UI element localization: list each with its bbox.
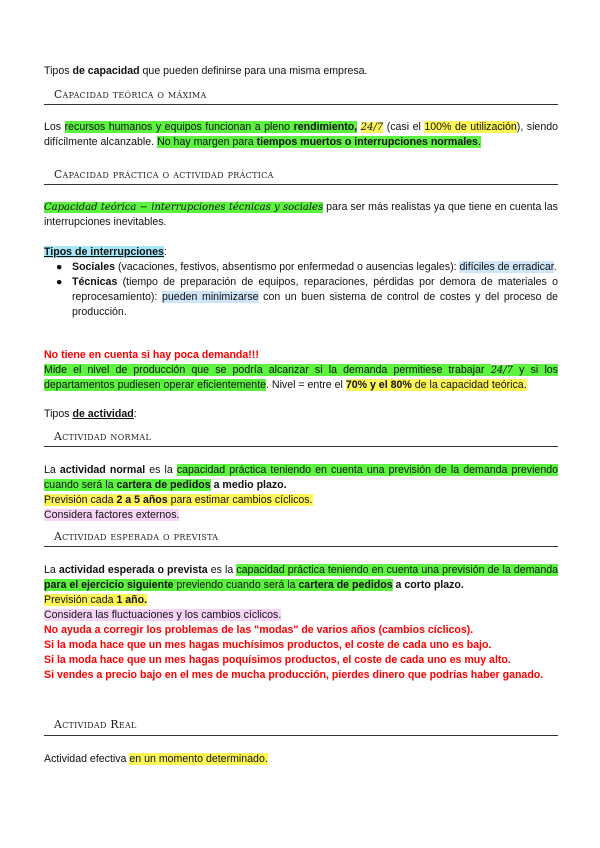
demanda-block (44, 348, 558, 393)
section-rule (44, 446, 558, 447)
formula: Capacidad teórica − interrupciones técnicas y sociales (44, 202, 324, 213)
normal-factores: Considera factores externos. (44, 509, 180, 521)
teorica-paragraph: Los recursos humanos y equipos funcionan a pleno rendimiento, 24/7 (casi el 100% de utilización), siendo difícilmente alcanzable. No hay margen para tiempos muertos o interrupciones normales. (44, 121, 559, 148)
practica-paragraph: Capacidad teórica − interrupciones técnicas y sociales para ser más realistas ya que tiene en cuenta las interrupciones inevitables. (44, 201, 558, 228)
bullet-icon: ● (56, 261, 63, 273)
bullet-icon: ● (56, 276, 63, 288)
section-heading-practica: Capacidad práctica o actividad práctica (54, 168, 274, 181)
real-paragraph: Actividad efectiva en un momento determinado. (44, 753, 268, 765)
demanda-warning: No tiene en cuenta si hay poca demanda!!! (44, 349, 259, 361)
normal-block (44, 463, 558, 523)
list-item-tecnicas: ● Técnicas (tiempo de preparación de equipos, reparaciones, pérdidas por demora de materiales o reprocesamiento): pueden minimizarse con un buen sistema de control de costes y del proceso de producción. (56, 276, 558, 318)
section-heading-real: Actividad Real (54, 718, 137, 731)
demanda-paragraph: Mide el nivel de producción que se podría alcanzar si la demanda permitiese trabajar 24/7 y si los departamentos pudiesen operar eficientemente. Nivel = entre el 70% y el 80% de la capacidad teórica. (44, 364, 558, 391)
esperada-note: Si la moda hace que un mes hagas poquísimos productos, el coste de cada uno es muy alto. (44, 654, 511, 666)
section-heading-teorica: Capacidad teórica o máxima (54, 88, 207, 101)
normal-prevision: Previsión cada 2 a 5 años para estimar cambios cíclicos. (44, 494, 313, 506)
section-heading-normal: Actividad normal (54, 430, 152, 443)
section-rule (44, 184, 558, 185)
normal-paragraph: La actividad normal es la capacidad práctica teniendo en cuenta una previsión de la demanda previendo cuando será la cartera de pedidos a medio plazo. (44, 464, 559, 491)
esperada-fluctuaciones: Considera las fluctuaciones y los cambios cíclicos. (44, 609, 282, 621)
section-rule (44, 104, 558, 105)
section-rule (44, 735, 558, 736)
esperada-paragraph: La actividad esperada o prevista es la capacidad práctica teniendo en cuenta una previsión de la demanda para el ejercicio siguiente previendo cuando será la cartera de pedidos a corto plazo. (44, 564, 558, 591)
interrupciones-block (44, 245, 558, 320)
esperada-block (44, 563, 558, 683)
section-heading-esperada: Actividad esperada o prevista (54, 530, 219, 543)
section-rule (44, 546, 558, 547)
esperada-prevision: Previsión cada 1 año. (44, 594, 148, 606)
interrupciones-title: Tipos de interrupciones: (44, 246, 167, 258)
list-item-sociales: ● Sociales (vacaciones, festivos, absentismo por enfermedad o ausencias legales): difíciles de erradicar. (56, 261, 557, 273)
esperada-note: No ayuda a corregir los problemas de las "modas" de varios años (cambios cíclicos). (44, 624, 474, 636)
intro-text: Tipos de capacidad que pueden definirse para una misma empresa. (44, 65, 368, 77)
esperada-note: Si la moda hace que un mes hagas muchísimos productos, el coste de cada uno es bajo. (44, 639, 492, 651)
actividad-intro: Tipos de actividad: (44, 408, 137, 420)
esperada-note: Si vendes a precio bajo en el mes de mucha producción, pierdes dinero que podrías haber ganado. (44, 669, 544, 681)
